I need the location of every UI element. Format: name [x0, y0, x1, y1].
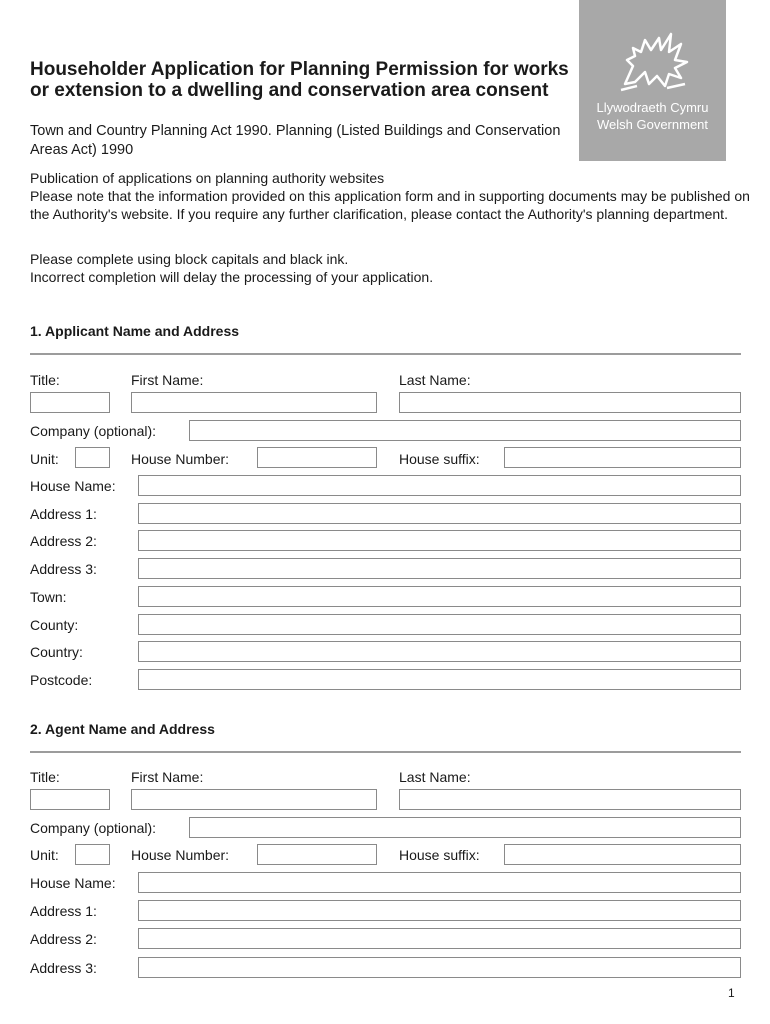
logo-text-english: Welsh Government: [596, 117, 709, 132]
address3-label: Address 3:: [30, 561, 97, 577]
welsh-dragon-icon: [607, 26, 699, 96]
agent-house-suffix-input[interactable]: [504, 844, 741, 865]
address1-label: Address 1:: [30, 903, 97, 919]
country-label: Country:: [30, 644, 83, 660]
house-number-label: House Number:: [131, 847, 230, 863]
section-divider: [30, 751, 741, 753]
company-label: Company (optional):: [30, 820, 157, 836]
agent-address2-input[interactable]: [138, 928, 741, 949]
applicant-town-input[interactable]: [138, 586, 741, 607]
agent-section: [30, 721, 741, 981]
title-label: Title:: [30, 372, 60, 388]
address3-label: Address 3:: [30, 960, 97, 976]
logo-text-welsh: Llywodraeth Cymru: [596, 100, 709, 115]
town-label: Town:: [30, 589, 67, 605]
applicant-section: [30, 323, 741, 698]
applicant-house-suffix-input[interactable]: [504, 447, 741, 468]
section-divider: [30, 353, 741, 355]
applicant-country-input[interactable]: [138, 641, 741, 662]
first-name-label: First Name:: [131, 372, 204, 388]
agent-company-input[interactable]: [189, 817, 741, 838]
agent-address3-input[interactable]: [138, 957, 741, 978]
applicant-first-name-input[interactable]: [131, 392, 377, 413]
publication-note: Please note that the information provided on this application form and in supporting documents may be published on the Authority's website. If you require any further clarification, please contact the Authority's planning department.: [30, 188, 750, 222]
house-name-label: House Name:: [30, 875, 116, 891]
unit-label: Unit:: [30, 847, 59, 863]
applicant-address3-input[interactable]: [138, 558, 741, 579]
postcode-label: Postcode:: [30, 672, 93, 688]
first-name-label: First Name:: [131, 769, 204, 785]
applicant-company-input[interactable]: [189, 420, 741, 441]
unit-label: Unit:: [30, 451, 59, 467]
page-number: 1: [728, 986, 735, 1000]
applicant-county-input[interactable]: [138, 614, 741, 635]
instructions-heading: Please complete using block capitals and black ink.: [30, 251, 349, 267]
agent-address1-input[interactable]: [138, 900, 741, 921]
applicant-last-name-input[interactable]: [399, 392, 741, 413]
agent-unit-input[interactable]: [75, 844, 110, 865]
house-number-label: House Number:: [131, 451, 230, 467]
applicant-postcode-input[interactable]: [138, 669, 741, 690]
agent-house-number-input[interactable]: [257, 844, 377, 865]
form-title: Householder Application for Planning Permission for works or extension to a dwelling and conservation area consent: [30, 59, 569, 101]
applicant-address1-input[interactable]: [138, 503, 741, 524]
applicant-house-name-input[interactable]: [138, 475, 741, 496]
applicant-house-number-input[interactable]: [257, 447, 377, 468]
applicant-title-input[interactable]: [30, 392, 110, 413]
applicant-unit-input[interactable]: [75, 447, 110, 468]
agent-last-name-input[interactable]: [399, 789, 741, 810]
publication-heading: Publication of applications on planning authority websites: [30, 170, 385, 186]
house-suffix-label: House suffix:: [399, 451, 480, 467]
last-name-label: Last Name:: [399, 769, 471, 785]
agent-first-name-input[interactable]: [131, 789, 377, 810]
house-suffix-label: House suffix:: [399, 847, 480, 863]
section-title: 1. Applicant Name and Address: [30, 323, 240, 339]
address1-label: Address 1:: [30, 506, 97, 522]
last-name-label: Last Name:: [399, 372, 471, 388]
title-label: Title:: [30, 769, 60, 785]
house-name-label: House Name:: [30, 478, 116, 494]
welsh-government-logo: [579, 0, 726, 161]
section-title: 2. Agent Name and Address: [30, 721, 215, 737]
instructions-note: Incorrect completion will delay the processing of your application.: [30, 269, 434, 285]
county-label: County:: [30, 617, 79, 633]
address2-label: Address 2:: [30, 931, 97, 947]
company-label: Company (optional):: [30, 423, 157, 439]
agent-title-input[interactable]: [30, 789, 110, 810]
applicant-address2-input[interactable]: [138, 530, 741, 551]
form-subtitle: Town and Country Planning Act 1990. Planning (Listed Buildings and Conservation Areas Act) 1990: [30, 123, 561, 158]
address2-label: Address 2:: [30, 533, 97, 549]
agent-house-name-input[interactable]: [138, 872, 741, 893]
